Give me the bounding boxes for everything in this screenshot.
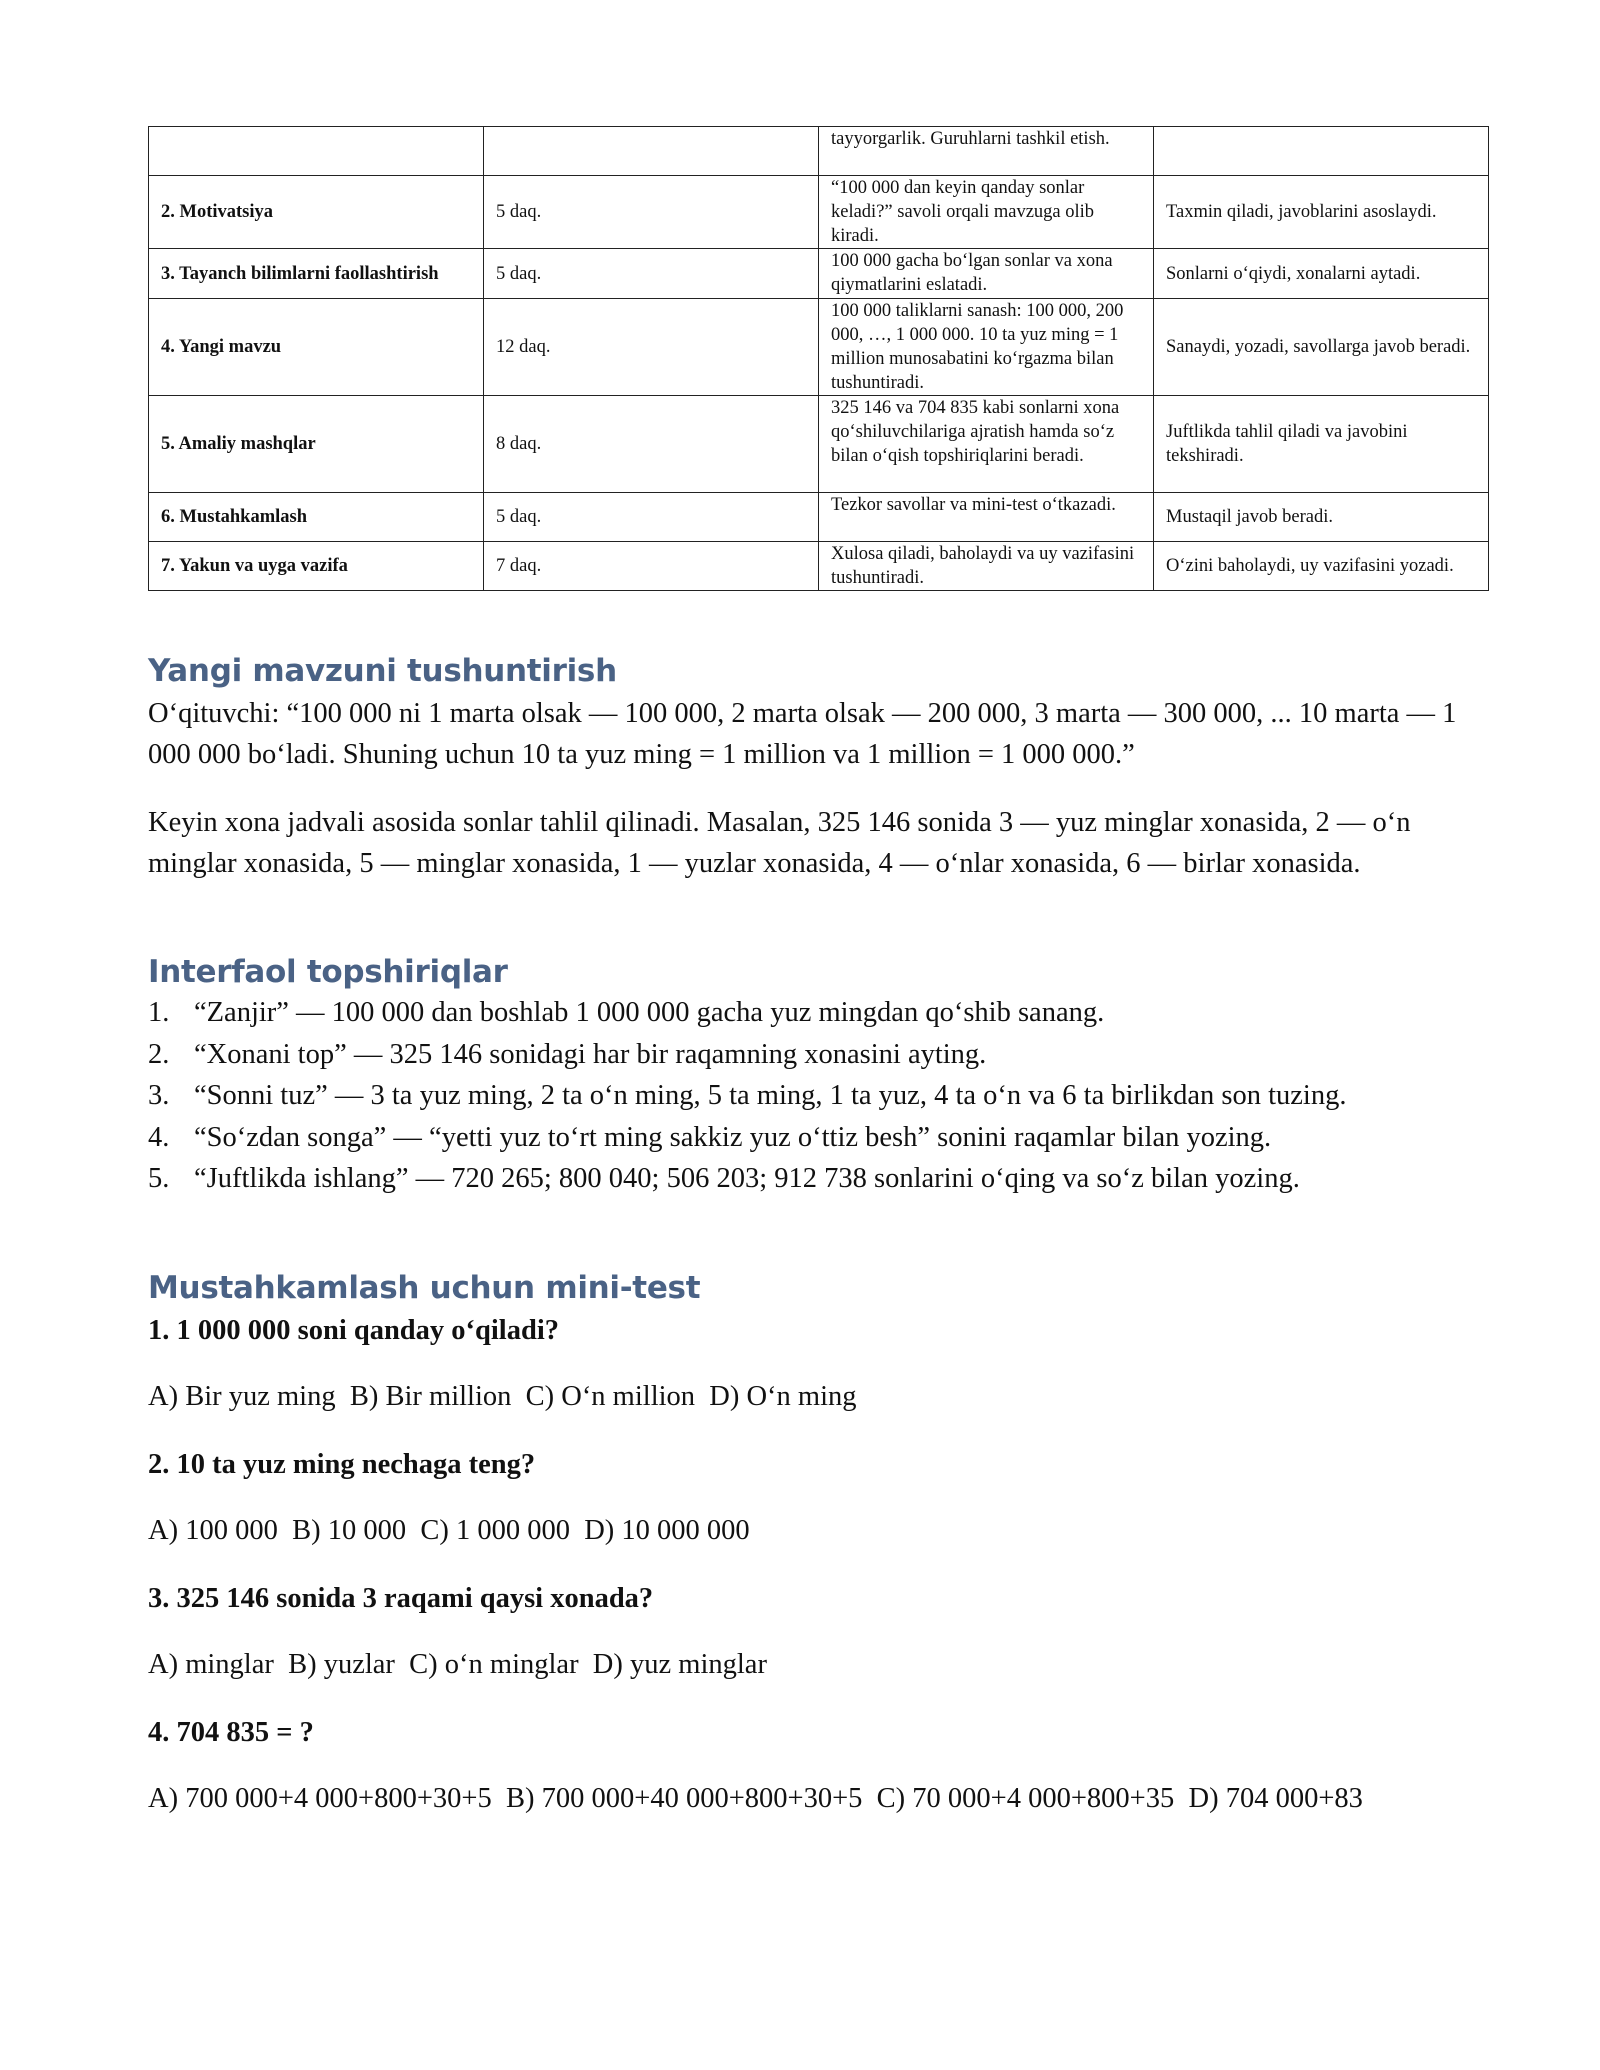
test-options: A) 100 000 B) 10 000 C) 1 000 000 D) 10 000 000 [148, 1514, 750, 1546]
stage-cell: 7. Yakun va uyga vazifa [149, 542, 484, 591]
teacher-activity-cell: 325 146 va 704 835 kabi sonlarni xona qo‘shiluvchilariga ajratish hamda so‘z bilan o‘qish topshiriqlarini beradi. [819, 396, 1154, 493]
table-row [149, 249, 1489, 299]
test-options: A) minglar B) yuzlar C) o‘n minglar D) yuz minglar [148, 1648, 767, 1680]
test-options: A) Bir yuz ming B) Bir million C) O‘n million D) O‘n ming [148, 1380, 857, 1412]
time-cell: 8 daq. [484, 396, 819, 493]
teacher-activity-cell: Xulosa qiladi, baholaydi va uy vazifasini tushuntiradi. [819, 542, 1154, 591]
stage-cell: 2. Motivatsiya [149, 176, 484, 249]
interactive-tasks-list [148, 992, 1488, 1200]
list-item [148, 1158, 1488, 1200]
list-item [148, 1117, 1488, 1159]
stage-cell: 4. Yangi mavzu [149, 299, 484, 396]
student-activity-cell: Taxmin qiladi, javoblarini asoslaydi. [1154, 176, 1489, 249]
time-cell: 5 daq. [484, 493, 819, 542]
list-item-text: “So‘zdan songa” — “yetti yuz to‘rt ming sakkiz yuz o‘ttiz besh” sonini raqamlar bilan yozing. [194, 1121, 1272, 1153]
test-question: 1. 1 000 000 soni qanday o‘qiladi? [148, 1314, 559, 1346]
teacher-activity-cell: 100 000 taliklarni sanash: 100 000, 200 000, …, 1 000 000. 10 ta yuz ming = 1 million munosabatini ko‘rgazma bilan tushuntiradi. [819, 299, 1154, 396]
list-number: 3. [148, 1080, 170, 1111]
stage-cell: 5. Amaliy mashqlar [149, 396, 484, 493]
test-options: A) 700 000+4 000+800+30+5 B) 700 000+40 000+800+30+5 C) 70 000+4 000+800+35 D) 704 000+83 [148, 1782, 1363, 1814]
section-heading-interactive-tasks: Interfaol topshiriqlar [148, 954, 508, 990]
list-item-text: “Juftlikda ishlang” — 720 265; 800 040; 506 203; 912 738 sonlarini o‘qing va so‘z bilan yozing. [194, 1163, 1300, 1194]
lesson-plan-table [148, 126, 1489, 591]
table-row [149, 176, 1489, 249]
list-item-text: “Zanjir” — 100 000 dan boshlab 1 000 000 gacha yuz mingdan qo‘shib sanang. [194, 997, 1105, 1028]
list-item-text: “Xonani top” — 325 146 sonidagi har bir raqamning xonasini ayting. [194, 1038, 987, 1070]
stage-cell: 3. Tayanch bilimlarni faollashtirish [149, 249, 484, 299]
list-item-text: “Sonni tuz” — 3 ta yuz ming, 2 ta o‘n ming, 5 ta ming, 1 ta yuz, 4 ta o‘n va 6 ta birlikdan son tuzing. [194, 1080, 1347, 1111]
time-cell: 7 daq. [484, 542, 819, 591]
table-row [149, 493, 1489, 542]
test-question: 2. 10 ta yuz ming nechaga teng? [148, 1448, 536, 1480]
list-number: 1. [148, 997, 170, 1028]
document-page [148, 126, 1488, 1819]
teacher-explanation-paragraph: O‘qituvchi: “100 000 ni 1 marta olsak — 100 000, 2 marta olsak — 200 000, 3 marta — 300 000, ... 10 marta — 1 000 000 bo‘ladi. Shuning uchun 10 ta yuz ming = 1 million va 1 million = 1 000 000.” [148, 698, 1457, 770]
student-activity-cell: Mustaqil javob beradi. [1154, 493, 1489, 542]
test-question: 4. 704 835 = ? [148, 1716, 314, 1748]
student-activity-cell: Juftlikda tahlil qiladi va javobini tekshiradi. [1154, 396, 1489, 493]
time-cell: 5 daq. [484, 176, 819, 249]
student-activity-cell [1154, 127, 1489, 176]
stage-cell [149, 127, 484, 176]
list-item [148, 1075, 1488, 1117]
list-item [148, 1034, 1488, 1076]
test-question: 3. 325 146 sonida 3 raqami qaysi xonada? [148, 1582, 654, 1614]
table-row [149, 127, 1489, 176]
table-row [149, 542, 1489, 591]
teacher-activity-cell: tayyorgarlik. Guruhlarni tashkil etish. [819, 127, 1154, 176]
teacher-activity-cell: “100 000 dan keyin qanday sonlar keladi?” savoli orqali mavzuga olib kiradi. [819, 176, 1154, 249]
list-item [148, 992, 1488, 1034]
list-number: 2. [148, 1038, 170, 1070]
student-activity-cell: Sanaydi, yozadi, savollarga javob beradi. [1154, 299, 1489, 396]
table-row [149, 299, 1489, 396]
list-number: 5. [148, 1163, 170, 1194]
list-number: 4. [148, 1121, 170, 1153]
student-activity-cell: O‘zini baholaydi, uy vazifasini yozadi. [1154, 542, 1489, 591]
place-value-paragraph: Keyin xona jadvali asosida sonlar tahlil qilinadi. Masalan, 325 146 sonida 3 — yuz minglar xonasida, 2 — o‘n minglar xonasida, 5 — minglar xonasida, 1 — yuzlar xonasida, 4 — o‘nlar xonasida, 6 — birlar xonasida. [148, 807, 1411, 879]
teacher-activity-cell: 100 000 gacha bo‘lgan sonlar va xona qiymatlarini eslatadi. [819, 249, 1154, 299]
student-activity-cell: Sonlarni o‘qiydi, xonalarni aytadi. [1154, 249, 1489, 299]
stage-cell: 6. Mustahkamlash [149, 493, 484, 542]
teacher-activity-cell: Tezkor savollar va mini-test o‘tkazadi. [819, 493, 1154, 542]
table-row [149, 396, 1489, 493]
time-cell: 12 daq. [484, 299, 819, 396]
section-heading-mini-test: Mustahkamlash uchun mini-test [148, 1269, 701, 1306]
section-heading-new-topic: Yangi mavzuni tushuntirish [148, 653, 617, 689]
time-cell [484, 127, 819, 176]
time-cell: 5 daq. [484, 249, 819, 299]
